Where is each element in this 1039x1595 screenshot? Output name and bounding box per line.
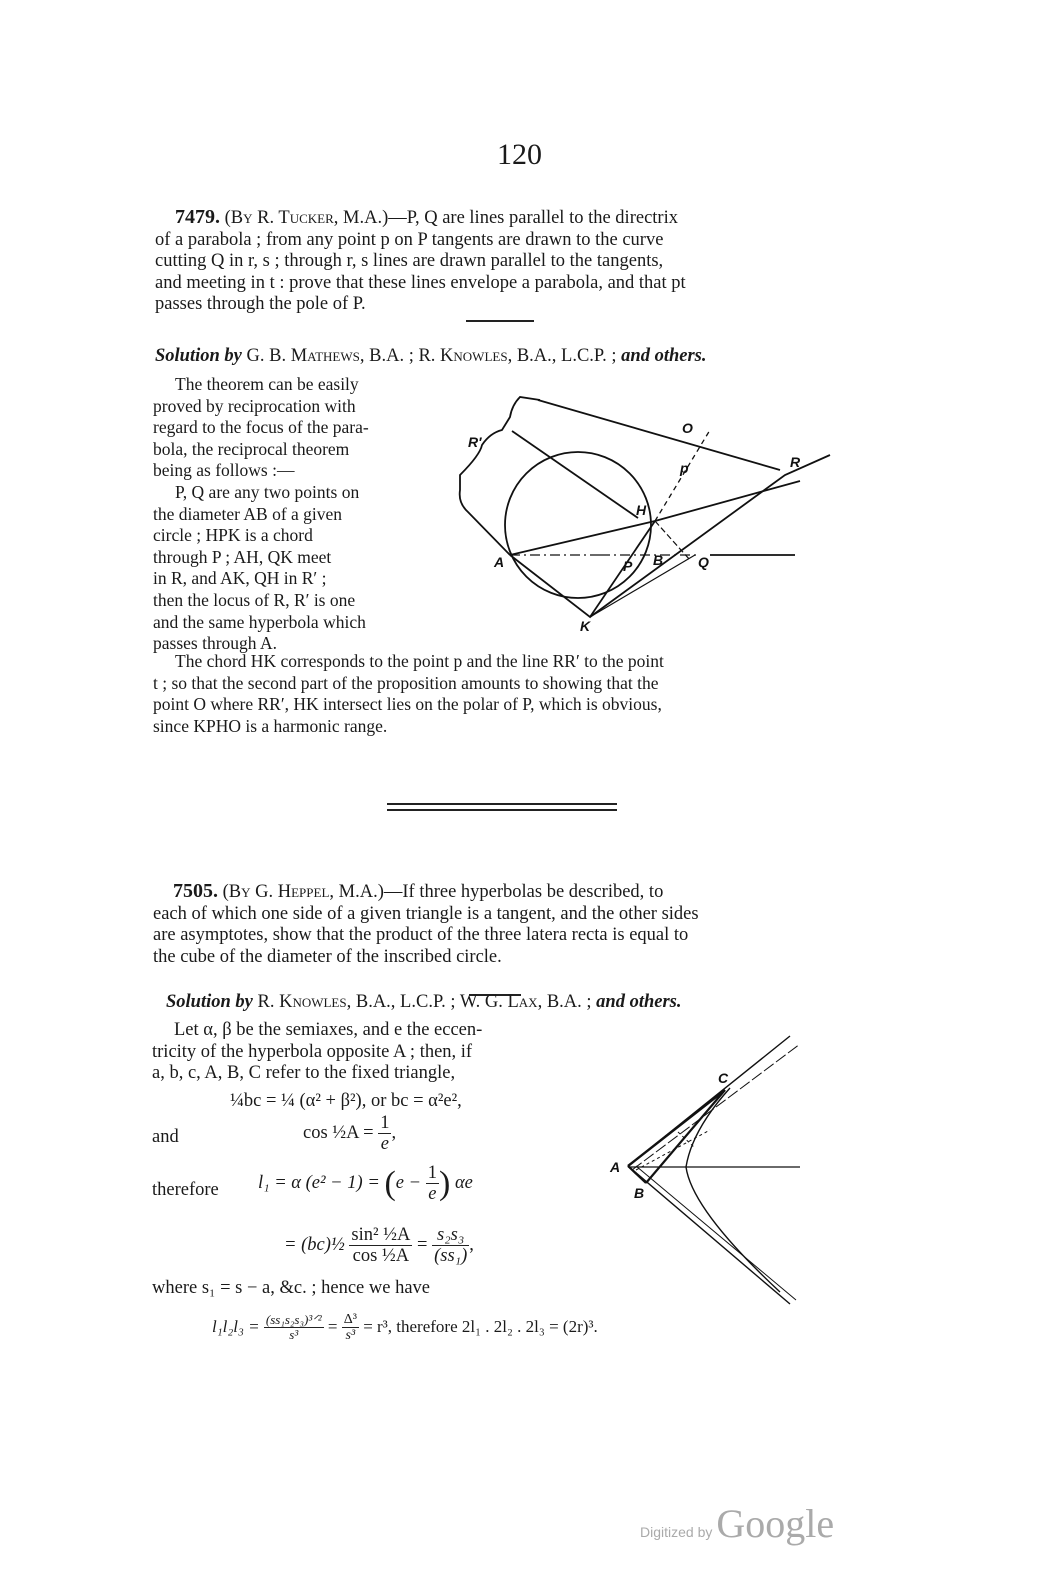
eq-right: = r³, therefore 2l₁ . 2l₂ . 2l₃ = (2r)³. — [363, 1316, 598, 1336]
paren-left: ( — [384, 1164, 396, 1202]
label-a: A — [494, 554, 505, 570]
line-k-q — [590, 555, 695, 617]
line-ah-r — [510, 481, 800, 555]
label-o: O — [682, 420, 693, 436]
solution-label: Solution by — [166, 992, 253, 1012]
text-line: a, b, c, A, B, C refer to the fixed triangle, — [152, 1063, 456, 1084]
denominator: e — [428, 1184, 437, 1205]
line-ak-hq — [512, 431, 638, 518]
label-a: A — [610, 1159, 621, 1175]
line-rr-prime-upper — [538, 400, 780, 470]
solution-names: R. Knowles, B.A., L.C.P. ; W. G. Lax, B.A. ; — [257, 992, 592, 1012]
equation-bc: ¼bc = ¼ (α² + β²), or bc = α²e², — [230, 1091, 462, 1111]
eq-left: = (bc)½ — [284, 1235, 345, 1256]
numerator: s₂s₃ — [432, 1225, 469, 1246]
label-b: B — [634, 1185, 645, 1201]
side-ac — [628, 1090, 725, 1166]
eq-e: e − — [395, 1173, 422, 1194]
problem-text-line: of a parabola ; from any point p on P tangents are drawn to the curve — [155, 229, 664, 250]
problem-text-line: each of which one side of a given triangle is a tangent, and the other sides — [153, 903, 699, 924]
numerator: 1 — [427, 1163, 437, 1183]
problem-author: (By G. Heppel, M.A.) — [222, 882, 384, 902]
solution-others: and others. — [621, 346, 707, 366]
solution-7479-narrow — [153, 374, 430, 655]
eq-right: αe — [454, 1173, 473, 1194]
text-line: The chord HK corresponds to the point p and the line RR′ to the point — [175, 651, 664, 671]
denominator: s³ — [289, 1327, 299, 1343]
label-therefore: therefore — [152, 1180, 219, 1200]
solution-byline — [166, 991, 681, 1013]
text-line: P, Q are any two points on — [175, 481, 360, 502]
label-r-prime: R′ — [468, 434, 482, 450]
eq-left: l₁l₂l₃ = — [212, 1316, 260, 1336]
text-line: passes through A. — [153, 633, 277, 654]
equation-product — [212, 1312, 598, 1344]
figure-circle-hyperbola — [450, 375, 850, 635]
solution-7505-text — [152, 1020, 584, 1085]
asymptote-lower-b — [636, 1166, 796, 1300]
watermark-brand: Google — [716, 1501, 835, 1546]
comma: , — [469, 1235, 474, 1256]
text-line: tricity of the hyperbola opposite A ; then, if — [152, 1041, 473, 1062]
label-p: P — [623, 558, 633, 574]
solution-label: Solution by — [155, 346, 242, 366]
equation-cos: cos ½A = $\frac{1}{e}$ , — [303, 1113, 397, 1155]
circle — [505, 452, 651, 598]
asymptote-upper-b — [632, 1044, 800, 1170]
label-r: R — [790, 454, 801, 470]
asymptote-lower-a — [628, 1166, 790, 1304]
text-line: bola, the reciprocal theorem — [153, 438, 350, 459]
equation-bc-power — [284, 1225, 474, 1267]
figure-hyperbola-triangle — [600, 1020, 810, 1310]
text-line: being as follows :— — [153, 460, 295, 481]
side-ab — [628, 1166, 646, 1183]
equals: = — [417, 1235, 428, 1256]
denominator: s³ — [345, 1328, 356, 1344]
label-c: C — [718, 1070, 729, 1086]
numerator: 1 — [380, 1113, 390, 1133]
denominator: (ss₁) — [434, 1246, 468, 1267]
problem-text-line: and meeting in t : prove that these lines envelope a parabola, and that pt — [155, 272, 686, 293]
double-divider-top — [387, 803, 617, 805]
text-line: Let α, β be the semiaxes, and e the eccen- — [174, 1020, 483, 1040]
problem-text-line: —P, Q are lines parallel to the directrix — [388, 208, 678, 228]
problem-number: 7505. — [173, 880, 218, 902]
double-divider-bottom — [387, 809, 617, 811]
eq-left: cos ½A = — [303, 1123, 374, 1144]
text-line: The theorem can be easily — [175, 374, 359, 394]
side-bc — [646, 1090, 725, 1183]
text-line: regard to the focus of the para- — [153, 417, 369, 438]
numerator: Δ³ — [343, 1312, 357, 1327]
text-line: point O where RR′, HK intersect lies on the polar of P, which is obvious, — [153, 694, 662, 715]
label-k: K — [580, 618, 591, 634]
chords — [510, 521, 655, 617]
problem-text-line: passes through the pole of P. — [155, 294, 366, 315]
problem-text-line: cutting Q in r, s ; through r, s lines are drawn parallel to the tangents, — [155, 251, 664, 272]
solution-byline — [155, 345, 706, 367]
problem-text-line: are asymptotes, show that the product of the three latera recta is equal to — [153, 925, 689, 946]
problem-7479 — [155, 207, 847, 316]
short-divider — [466, 320, 534, 322]
problem-author: (By R. Tucker, M.A.) — [224, 208, 389, 228]
text-line: t ; so that the second part of the proposition amounts to showing that the — [153, 672, 659, 693]
solution-names: G. B. Mathews, B.A. ; R. Knowles, B.A., L.C.P. ; — [246, 346, 617, 366]
text-line: and the same hyperbola which — [153, 611, 366, 632]
solution-7479-wide — [153, 651, 845, 737]
solution-others: and others. — [596, 992, 682, 1012]
problem-number: 7479. — [175, 206, 220, 228]
problem-7505 — [153, 881, 845, 968]
label-h: H — [636, 502, 647, 518]
where-line: where s₁ = s − a, &c. ; hence we have — [152, 1278, 430, 1298]
problem-text-line: the cube of the diameter of the inscribed circle. — [153, 946, 502, 967]
line-kq-r — [590, 455, 830, 617]
text-line: the diameter AB of a given — [153, 503, 343, 524]
text-line: then the locus of R, R′ is one — [153, 589, 356, 610]
denominator: e — [380, 1134, 389, 1155]
label-p-lower: p — [680, 460, 689, 476]
text-line: circle ; HPK is a chord — [153, 525, 313, 546]
text-line: since KPHO is a harmonic range. — [153, 715, 388, 736]
watermark-prefix: Digitized by — [640, 1524, 713, 1540]
eq-left: l₁ = α (e² − 1) = — [258, 1173, 380, 1194]
page-number: 120 — [497, 138, 542, 171]
text-line: through P ; AH, QK meet — [153, 546, 332, 567]
problem-text-line: —If three hyperbolas be described, to — [383, 882, 664, 902]
numerator: (ss₁s₂s₃)³ᐟ² — [265, 1312, 322, 1328]
hyperbola-branch-left — [460, 397, 540, 555]
label-q: Q — [698, 554, 709, 570]
label-b: B — [653, 552, 664, 568]
equals: = — [327, 1316, 338, 1336]
paren-right: ) — [438, 1164, 451, 1202]
google-watermark — [640, 1500, 834, 1547]
denominator: cos ½A — [352, 1246, 410, 1267]
equation-l1 — [258, 1163, 473, 1205]
label-and: and — [152, 1127, 179, 1147]
text-line: in R, and AK, QH in R′ ; — [153, 568, 327, 589]
numerator: sin² ½A — [351, 1225, 411, 1245]
text-line: proved by reciprocation with — [153, 395, 356, 416]
